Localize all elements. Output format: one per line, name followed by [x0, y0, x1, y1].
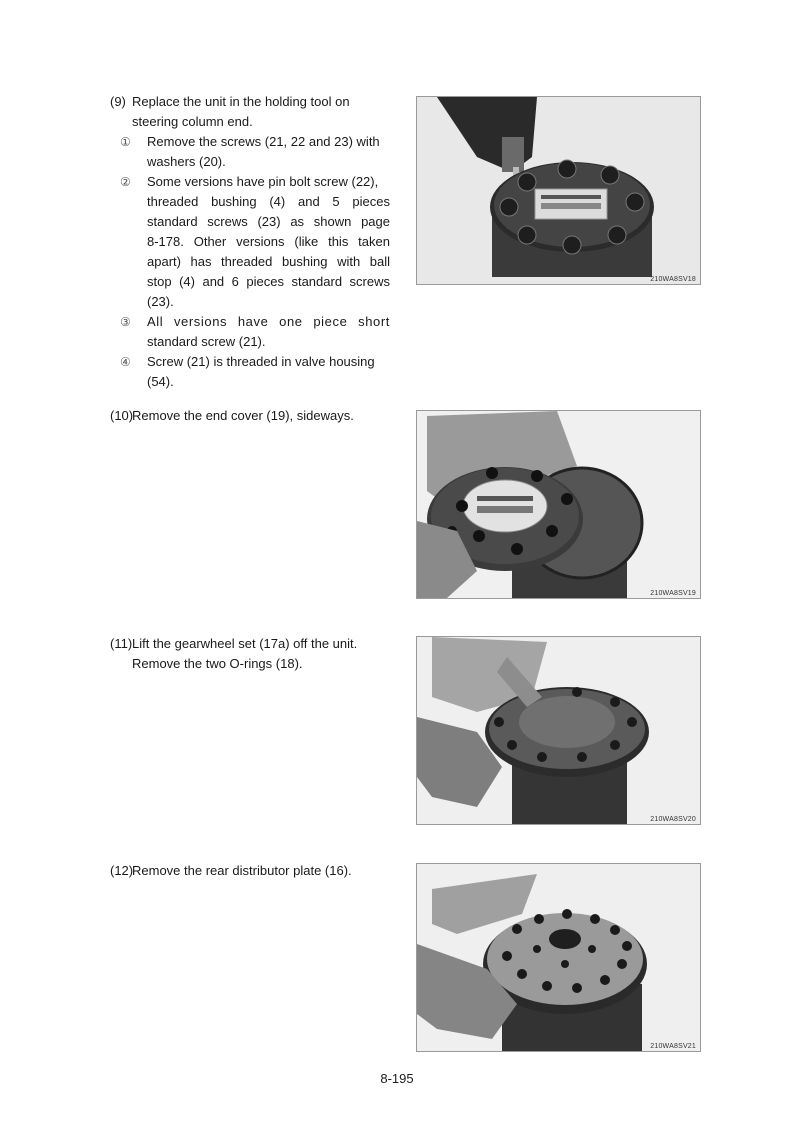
photo-caption: 210WA8SV21	[650, 1043, 696, 1050]
photo-caption: 210WA8SV19	[650, 590, 696, 597]
substep-line: (54).	[147, 374, 174, 389]
substep-line: (23).	[147, 294, 174, 309]
photo-gearwheel-set	[416, 636, 701, 825]
substep-line: Remove the screws (21, 22 and 23) with	[147, 134, 380, 149]
photo-caption: 210WA8SV20	[650, 816, 696, 823]
photo-image	[417, 637, 700, 824]
substep-line: standard screws (23) as shown page	[147, 214, 390, 229]
substep-marker: ④	[120, 355, 131, 369]
substep-marker: ②	[120, 175, 131, 189]
step-text-line: Remove the two O-rings (18).	[132, 656, 303, 671]
step-11	[110, 634, 390, 674]
step-number: (12)	[110, 863, 134, 878]
step-text-line: Remove the end cover (19), sideways.	[132, 408, 354, 423]
substep-line: Screw (21) is threaded in valve housing	[147, 354, 375, 369]
substep-line: threaded bushing (4) and 5 pieces	[147, 194, 390, 209]
step-number: (11)	[110, 636, 133, 651]
substep-line: standard screw (21).	[147, 334, 266, 349]
substep-line: stop (4) and 6 pieces standard screws	[147, 274, 390, 289]
substep-marker: ①	[120, 135, 131, 149]
page-number: 8-195	[380, 1071, 414, 1086]
photo-image	[417, 864, 700, 1051]
photo-image	[417, 97, 700, 284]
photo-removing-screws	[416, 96, 701, 285]
substep-marker: ③	[120, 315, 131, 329]
substep-line: apart) has threaded bushing with ball	[147, 254, 390, 269]
step-text-line: steering column end.	[132, 114, 253, 129]
step-number: (10)	[110, 408, 134, 423]
photo-end-cover	[416, 410, 701, 599]
substep-1	[120, 132, 390, 172]
substep-4	[120, 352, 390, 392]
step-12	[110, 861, 390, 881]
substep-2	[120, 172, 390, 312]
substep-line: Some versions have pin bolt screw (22),	[147, 174, 379, 189]
photo-caption: 210WA8SV18	[650, 276, 696, 283]
step-text-line: Replace the unit in the holding tool on	[132, 94, 350, 109]
step-10	[110, 406, 390, 426]
step-9	[110, 92, 390, 389]
step-text-line: Remove the rear distributor plate (16).	[132, 863, 352, 878]
photo-image	[417, 411, 700, 598]
substep-line: washers (20).	[147, 154, 226, 169]
substep-line: All versions have one piece short	[147, 314, 390, 329]
step-text-line: Lift the gearwheel set (17a) off the unit.	[132, 636, 358, 651]
photo-distributor-plate	[416, 863, 701, 1052]
substep-line: 8-178. Other versions (like this taken	[147, 234, 390, 249]
substep-3	[120, 312, 390, 352]
step-number: (9)	[110, 94, 126, 109]
